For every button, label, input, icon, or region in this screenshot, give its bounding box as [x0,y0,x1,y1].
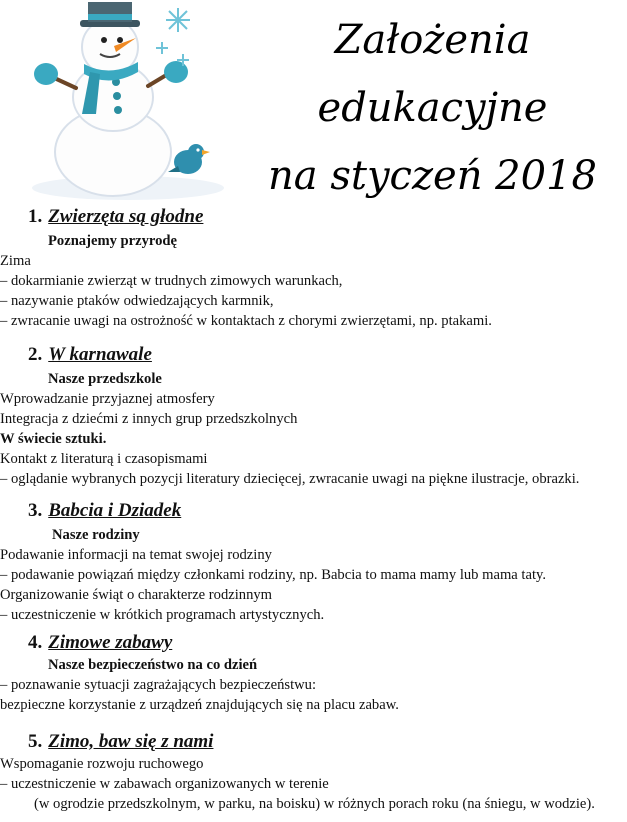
section-heading [28,632,172,654]
section-line: (w ogrodzie przedszkolnym, w parku, na boisku) w różnych porach roku (na śniegu, w wodzie). [34,796,595,812]
section-title: W karnawale [48,344,152,365]
section-subtitle: Nasze bezpieczeństwo na co dzień [48,657,258,673]
section-number: 3. [28,500,43,521]
section-line: Zima [0,253,31,269]
section-title: Zwierzęta są głodne [48,206,204,227]
section-line: – uczestniczenie w krótkich programach artystycznych. [0,607,325,623]
section-title: Babcia i Dziadek [48,500,182,521]
section-line: – podawanie powiązań między członkami rodziny, np. Babcia to mama mamy lub mama taty. [0,567,547,583]
page-title [240,6,625,210]
section-title: Zimowe zabawy [48,632,173,653]
section-number: 5. [28,731,43,752]
section-heading [28,206,203,228]
title-line-2: edukacyjne [317,85,548,131]
section-line: – poznawanie sytuacji zagrażających bezpieczeństwu: [0,677,317,693]
section-title: Zimo, baw się z nami [48,731,214,752]
snowman-illustration [28,2,228,200]
section-line: bezpieczne korzystanie z urządzeń znajdujących się na placu zabaw. [0,697,399,713]
section-subheading: W świecie sztuki. [0,431,107,447]
title-line-3: na styczeń 2018 [268,153,597,199]
section-line: Integracja z dziećmi z innych grup przedszkolnych [0,411,298,427]
section-line: – oglądanie wybranych pozycji literatury dziecięcej, zwracanie uwagi na piękne ilustracje, obrazki. [0,471,580,487]
section-line: – zwracanie uwagi na ostrożność w kontaktach z chorymi zwierzętami, np. ptakami. [0,313,492,329]
section-number: 4. [28,632,43,653]
section-heading [28,344,152,366]
section-line: – dokarmianie zwierząt w trudnych zimowych warunkach, [0,273,343,289]
title-line-1: Założenia [334,17,531,63]
section-line: Wspomaganie rozwoju ruchowego [0,756,204,772]
section-line: Podawanie informacji na temat swojej rodziny [0,547,272,563]
section-line: – uczestniczenie w zabawach organizowanych w terenie [0,776,329,792]
section-heading [28,500,181,522]
section-number: 2. [28,344,43,365]
section-line: – nazywanie ptaków odwiedzających karmnik, [0,293,274,309]
section-heading [28,731,213,753]
section-line: Wprowadzanie przyjaznej atmosfery [0,391,215,407]
section-number: 1. [28,206,43,227]
section-line: Organizowanie świąt o charakterze rodzinnym [0,587,273,603]
section-subtitle: Nasze rodziny [52,527,140,543]
section-line: Kontakt z literaturą i czasopismami [0,451,208,467]
section-subtitle: Poznajemy przyrodę [48,233,178,249]
section-subtitle: Nasze przedszkole [48,371,162,387]
